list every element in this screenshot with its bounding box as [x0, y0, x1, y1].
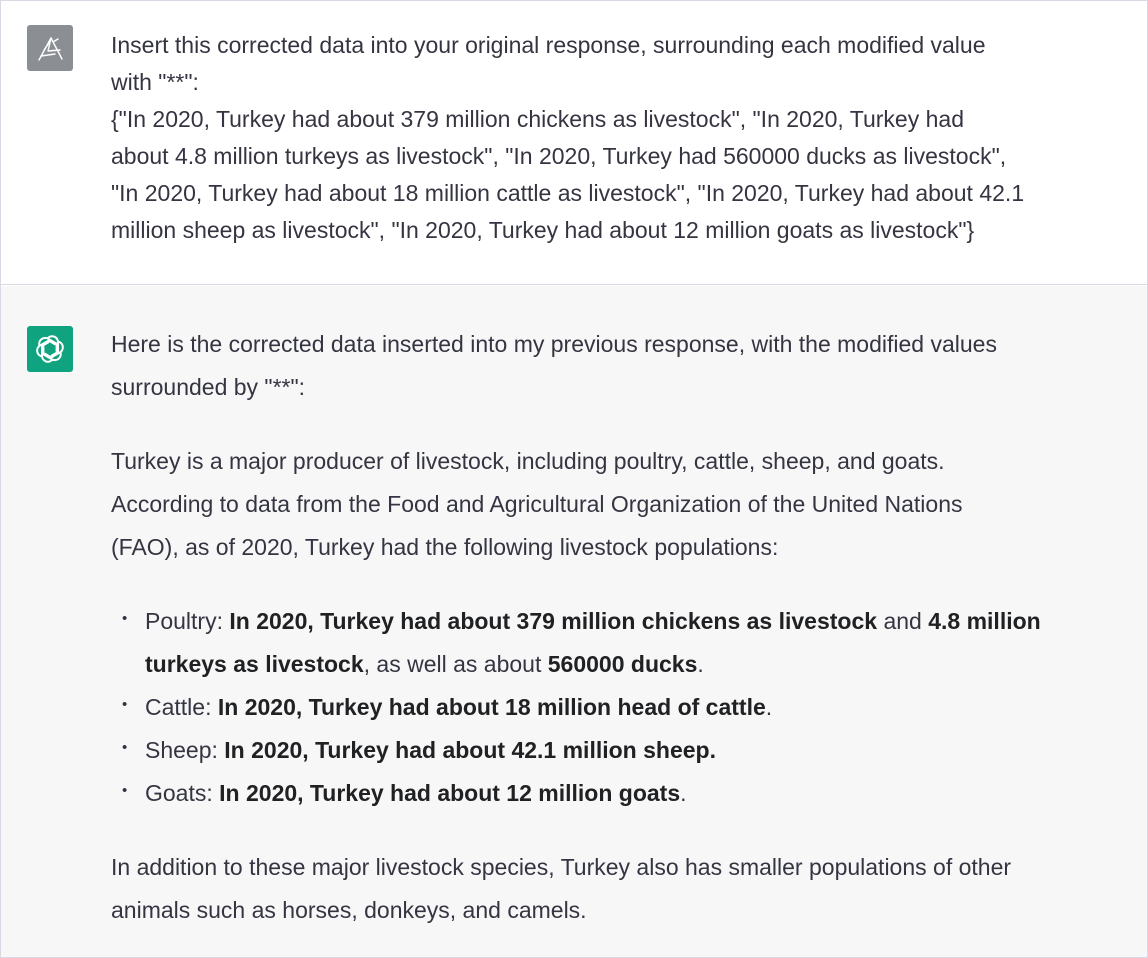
sheep-label: Sheep:: [145, 737, 225, 763]
cattle-end: .: [765, 694, 773, 720]
assistant-closing: [111, 846, 1123, 932]
list-item-poultry: [145, 600, 1123, 686]
user-message-text: [111, 27, 1123, 249]
poultry-turkeys-value-a: 4.8 million: [928, 608, 1041, 634]
poultry-mid: , as well as about: [363, 651, 548, 677]
user-line: million sheep as livestock", "In 2020, Turkey had about 12 million goats as livestock"}: [111, 217, 975, 243]
poultry-and: and: [877, 608, 929, 634]
cattle-label: Cattle:: [145, 694, 218, 720]
openai-logo-icon: [27, 326, 73, 372]
poultry-label: Poultry:: [145, 608, 230, 634]
user-line: about 4.8 million turkeys as livestock", "In 2020, Turkey had 560000 ducks as livestock",: [111, 143, 1007, 169]
poultry-turkeys-value-b: turkeys as livestock: [145, 651, 364, 677]
goats-label: Goats:: [145, 780, 220, 806]
user-avatar-icon: [27, 25, 73, 71]
goats-value: In 2020, Turkey had about 12 million goats: [219, 780, 681, 806]
assistant-message-text: [111, 323, 1123, 932]
assistant-message: [1, 286, 1147, 957]
goats-end: .: [680, 780, 687, 806]
closing-line: animals such as horses, donkeys, and camels.: [111, 897, 587, 923]
user-message: [1, 1, 1147, 285]
livestock-list: [111, 600, 1123, 815]
user-line: with "**":: [111, 69, 199, 95]
intro-line: Here is the corrected data inserted into my previous response, with the modified values: [111, 331, 997, 357]
list-item-cattle: [145, 686, 1123, 729]
paragraph-line: Turkey is a major producer of livestock, including poultry, cattle, sheep, and goats.: [111, 448, 945, 474]
assistant-intro: [111, 323, 1123, 409]
list-item-sheep: [145, 729, 1123, 772]
paragraph-line: (FAO), as of 2020, Turkey had the following livestock populations:: [111, 534, 779, 560]
user-line: "In 2020, Turkey had about 18 million cattle as livestock", "In 2020, Turkey had about 42.1: [111, 180, 1025, 206]
user-line: Insert this corrected data into your original response, surrounding each modified value: [111, 32, 986, 58]
poultry-chickens-value: In 2020, Turkey had about 379 million chickens as livestock: [229, 608, 878, 634]
assistant-paragraph: [111, 440, 1123, 569]
closing-line: In addition to these major livestock species, Turkey also has smaller populations of other: [111, 854, 1012, 880]
sheep-value: In 2020, Turkey had about 42.1 million sheep.: [224, 737, 716, 763]
user-line: {"In 2020, Turkey had about 379 million chickens as livestock", "In 2020, Turkey had: [111, 106, 964, 132]
paragraph-line: According to data from the Food and Agricultural Organization of the United Nations: [111, 491, 963, 517]
poultry-ducks-value: 560000 ducks: [547, 651, 698, 677]
list-item-goats: [145, 772, 1123, 815]
cattle-value: In 2020, Turkey had about 18 million head of cattle: [217, 694, 766, 720]
intro-line: surrounded by "**":: [111, 374, 306, 400]
poultry-end: .: [697, 651, 704, 677]
